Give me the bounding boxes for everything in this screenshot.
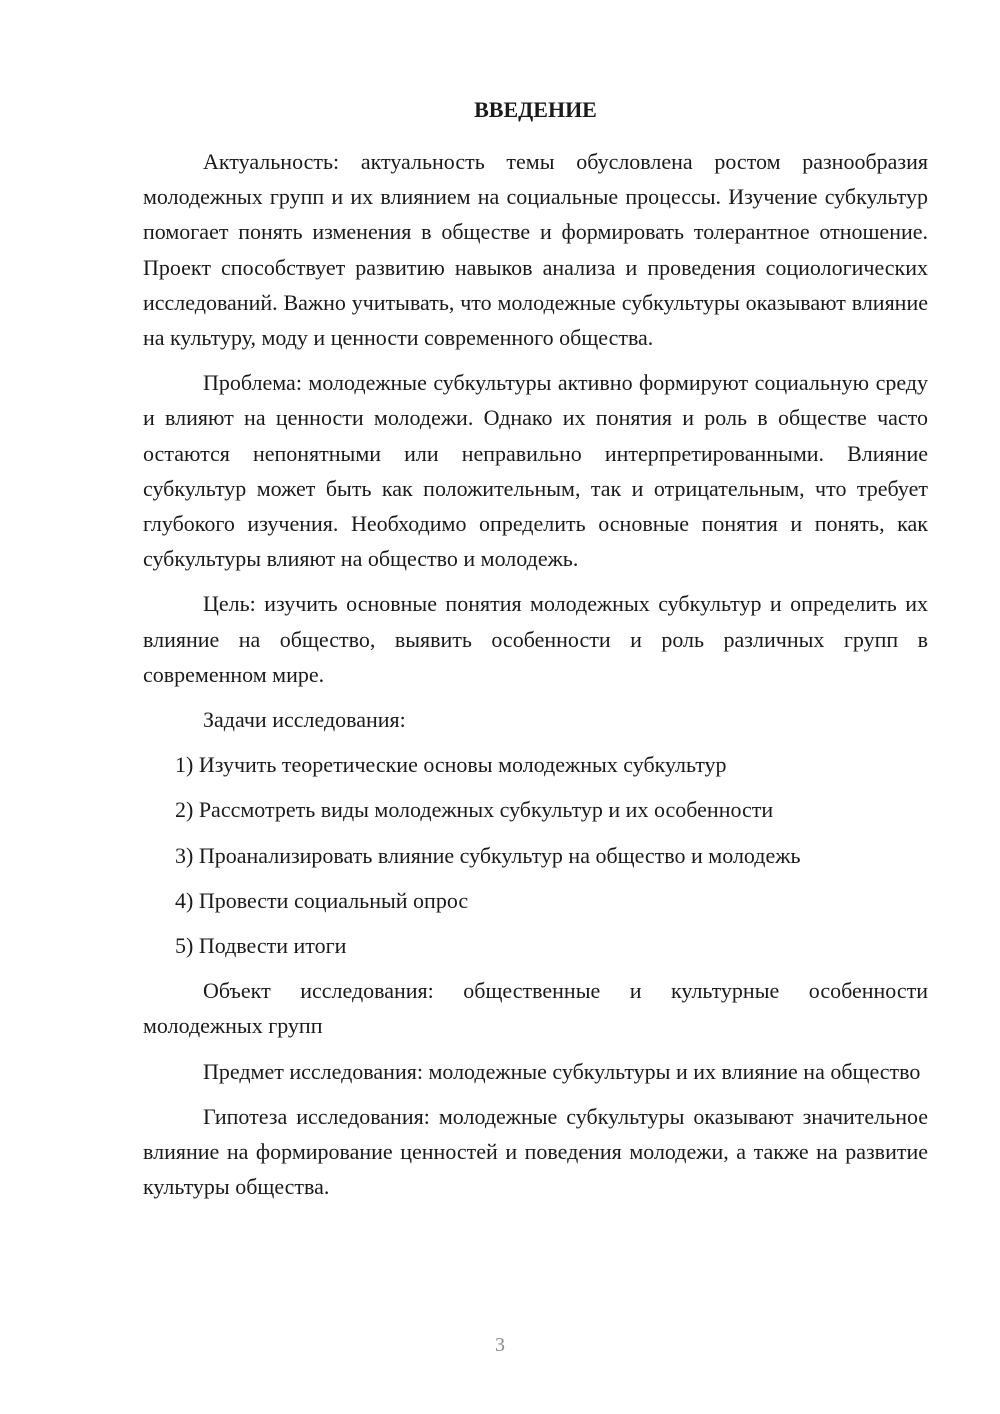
paragraph-object: Объект исследования: общественные и культурные особенности молодежных групп: [143, 978, 928, 1039]
list-item: 5) Подвести итоги: [175, 933, 347, 959]
tasks-label: Задачи исследования:: [203, 707, 406, 733]
tasks-list: [143, 747, 928, 963]
list-item: 4) Провести социальный опрос: [175, 887, 469, 913]
section-title: ВВЕДЕНИЕ: [474, 97, 597, 122]
list-item: 3) Проанализировать влияние субкультур на общество и молодежь: [175, 842, 801, 868]
list-item: 2) Рассмотреть виды молодежных субкультур и их особенности: [175, 797, 774, 823]
page-number: 3: [495, 1334, 505, 1356]
paragraph-problem: Проблема: молодежные субкультуры активно формируют социальную среду и влияют на ценности молодежи. Однако их понятия и роль в обществе часто остаются непонятными или неправильно интерпретированными. Влияние субкультур может быть как положительным, так и отрицательным, что требует глубокого изучения. Необходимо определить основные понятия и понять, как субкультуры влияют на общество и молодежь.: [143, 370, 928, 572]
list-item: 1) Изучить теоретические основы молодежных субкультур: [175, 752, 727, 778]
paragraph-relevance: Актуальность: актуальность темы обусловлена ростом разнообразия молодежных групп и их влиянием на социальные процессы. Изучение субкультур помогает понять изменения в обществе и формировать толерантное отношение. Проект способствует развитию навыков анализа и проведения социологических исследований. Важно учитывать, что молодежные субкультуры оказывают влияние на культуру, моду и ценности современного общества.: [143, 149, 928, 351]
paragraph-subject: Предмет исследования: молодежные субкультуры и их влияние на общество: [203, 1058, 921, 1084]
paragraph-goal: Цель: изучить основные понятия молодежных субкультур и определить их влияние на общество, выявить особенности и роль различных групп в современном мире.: [143, 591, 928, 687]
paragraph-hypothesis: Гипотеза исследования: молодежные субкультуры оказывают значительное влияние на формирование ценностей и поведения молодежи, а также на развитие культуры общества.: [143, 1103, 928, 1200]
document-page: [143, 94, 928, 1214]
